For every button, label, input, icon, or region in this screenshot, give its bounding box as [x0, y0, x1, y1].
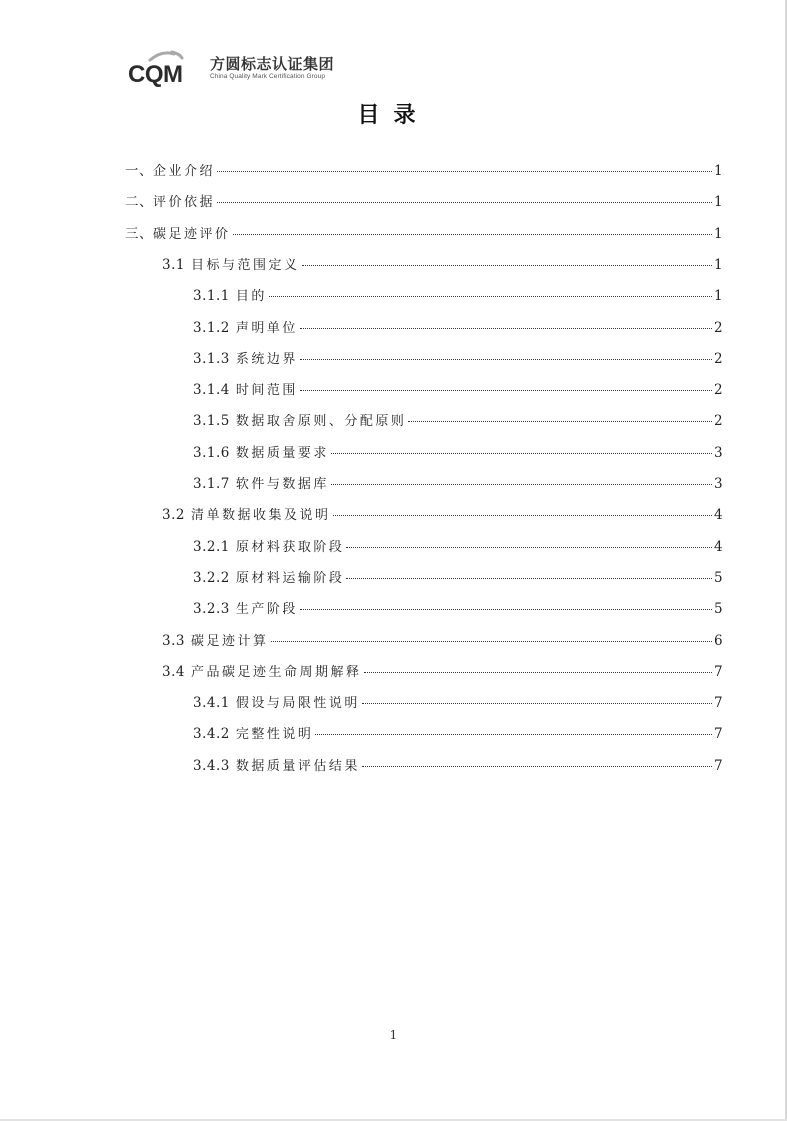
toc-entry[interactable]	[162, 631, 722, 651]
toc-leader-dots	[333, 515, 713, 516]
toc-entry[interactable]	[193, 380, 722, 400]
company-name-en: China Quality Mark Certification Group	[210, 72, 326, 80]
toc-entry-label: 评价依据	[153, 195, 216, 211]
toc-entry-page: 1	[714, 256, 723, 273]
toc-entry-number: 3.1.5	[193, 413, 230, 430]
toc-entry-label: 假设与局限性说明	[235, 696, 360, 712]
toc-entry[interactable]	[125, 161, 722, 181]
toc-entry[interactable]	[193, 537, 722, 557]
toc-entry[interactable]	[193, 411, 722, 431]
toc-entry-number: 3.2.2	[193, 569, 230, 586]
toc-entry[interactable]	[193, 599, 722, 619]
toc-leader-dots	[331, 484, 712, 485]
toc-leader-dots	[269, 296, 712, 297]
toc-entry-label: 软件与数据库	[235, 477, 329, 492]
toc-entry[interactable]	[193, 693, 722, 713]
toc-leader-dots	[271, 641, 713, 642]
toc-entry-page: 1	[714, 194, 723, 211]
cqm-logo-graphic	[128, 48, 204, 88]
toc-entry-number: 3.4.2	[193, 726, 230, 743]
toc-leader-dots	[217, 202, 712, 203]
toc-leader-dots	[233, 234, 712, 235]
toc-entry[interactable]	[162, 505, 722, 525]
toc-entry-page: 3	[714, 476, 723, 492]
toc-entry[interactable]	[193, 286, 722, 306]
toc-entry-label: 系统边界	[235, 351, 298, 367]
toc-entry-label: 原材料运输阶段	[235, 570, 345, 586]
toc-entry[interactable]	[125, 224, 722, 244]
toc-entry-label: 数据取舍原则、分配原则	[235, 414, 407, 430]
toc-leader-dots	[300, 609, 712, 610]
toc-entry-label: 原材料获取阶段	[235, 539, 345, 555]
toc-entry-page: 4	[714, 507, 723, 524]
toc-entry-label: 产品碳足迹生命周期解释	[190, 664, 362, 680]
cqm-logo-mark	[128, 48, 204, 88]
toc-entry-number: 一、	[125, 163, 153, 179]
toc-leader-dots	[346, 578, 712, 579]
toc-entry-label: 清单数据收集及说明	[190, 508, 331, 524]
toc-leader-dots	[302, 265, 713, 266]
toc-entry-label: 碳足迹计算	[190, 633, 269, 649]
toc-entry-number: 二、	[125, 194, 153, 211]
toc-entry-label: 数据质量要求	[235, 445, 329, 461]
toc-entry-page: 7	[714, 663, 723, 680]
page-title: 目录	[357, 103, 430, 128]
toc-entry-number: 3.4.3	[193, 757, 230, 774]
toc-entry[interactable]	[162, 255, 722, 275]
toc-entry-number: 3.1.3	[193, 350, 230, 367]
toc-entry-number: 3.1.4	[193, 382, 230, 399]
toc-entry-label: 企业介绍	[153, 164, 216, 179]
toc-entry-number: 3.1.2	[193, 319, 230, 336]
toc-entry-page: 3	[714, 444, 723, 461]
toc-entry-number: 3.2.1	[193, 538, 230, 555]
toc-entry-label: 时间范围	[235, 383, 298, 399]
toc-entry-number: 3.4	[162, 663, 185, 680]
toc-entry-page: 7	[714, 757, 723, 774]
toc-leader-dots	[331, 453, 712, 454]
company-logo	[128, 48, 334, 88]
toc-entry-number: 3.3	[162, 632, 185, 649]
toc-leader-dots	[346, 547, 712, 548]
toc-entry-page: 5	[714, 569, 723, 586]
toc-entry[interactable]	[193, 443, 722, 463]
toc-leader-dots	[217, 171, 712, 172]
toc-entry-label: 数据质量评估结果	[235, 758, 360, 774]
toc-entry-number: 3.1.7	[193, 476, 230, 492]
toc-entry-page: 5	[714, 601, 723, 618]
toc-entry[interactable]	[125, 192, 722, 212]
logo-mark-text: CQM	[128, 61, 183, 88]
toc-entry-page: 7	[714, 695, 723, 712]
toc-entry-number: 3.1.6	[193, 444, 230, 461]
toc-entry-page: 2	[714, 319, 723, 336]
toc-entry-label: 碳足迹评价	[153, 226, 231, 242]
toc-entry-label: 目的	[235, 289, 267, 305]
company-name-cn: 方圆标志认证集团	[210, 54, 335, 73]
toc-entry[interactable]	[193, 349, 722, 369]
toc-entry[interactable]	[193, 474, 722, 494]
toc-entry-number: 3.2.3	[193, 601, 230, 618]
toc-entry[interactable]	[162, 662, 722, 682]
toc-entry-page: 2	[714, 350, 723, 367]
toc-entry-number: 3.1.1	[193, 288, 230, 305]
toc-entry-label: 目标与范围定义	[190, 257, 300, 273]
toc-entry-number: 三、	[125, 225, 153, 242]
toc-entry-number: 3.1	[162, 256, 185, 273]
toc-leader-dots	[362, 766, 712, 767]
toc-leader-dots	[300, 328, 712, 329]
toc-entry-page: 1	[714, 288, 723, 305]
toc-entry[interactable]	[193, 318, 722, 338]
toc-entry-page: 7	[714, 726, 723, 743]
toc-entry-page: 2	[714, 382, 723, 399]
toc-entry-page: 1	[714, 163, 723, 179]
toc-leader-dots	[362, 703, 712, 704]
toc-leader-dots	[300, 390, 712, 391]
toc-entry-label: 生产阶段	[235, 602, 298, 618]
toc-entry-label: 声明单位	[235, 320, 298, 336]
toc-entry-page: 4	[714, 538, 723, 555]
toc-entry-page: 6	[714, 632, 723, 649]
toc-entry[interactable]	[193, 756, 722, 776]
toc-entry-page: 2	[714, 413, 723, 430]
toc-entry-page: 1	[714, 225, 723, 242]
toc-leader-dots	[300, 359, 712, 360]
toc-leader-dots	[408, 421, 712, 422]
toc-entry[interactable]	[193, 568, 722, 588]
page-number: 1	[389, 1028, 398, 1042]
toc-leader-dots	[364, 672, 713, 673]
toc-entry[interactable]	[193, 724, 722, 744]
toc-entry-label: 完整性说明	[235, 727, 314, 743]
toc-entry-number: 3.4.1	[193, 695, 230, 712]
toc-entry-number: 3.2	[162, 507, 185, 524]
toc-leader-dots	[315, 734, 712, 735]
